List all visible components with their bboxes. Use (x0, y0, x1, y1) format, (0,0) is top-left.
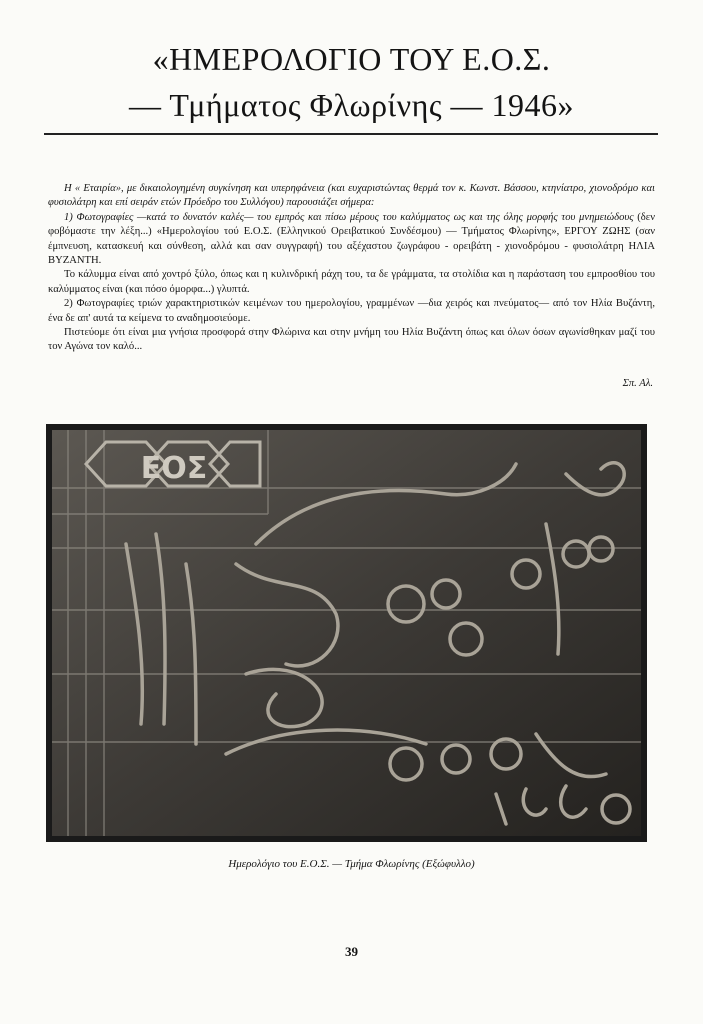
page-title (40, 36, 663, 128)
article-body (48, 182, 655, 355)
carved-cover-illustration (46, 424, 647, 842)
eos-letters: ΕΟΣ (140, 451, 208, 486)
title-line-1: «ΗΜΕΡΟΛΟΓΙΟ ΤΟΥ Ε.Ο.Σ. (152, 41, 551, 77)
paragraph-photos-texts: 2) Φωτογραφίες τριών χαρακτηριστικών κειμένων του ημερολογίου, γραμμένων —δια χειρός και πνεύματος— από τον Ηλία Βυζάντη, ένα δε απ' αυτά τα κείμενα το αναδημοσιεύομε. (48, 298, 655, 324)
author-signature: Σπ. Αλ. (622, 378, 653, 389)
paragraph-photos-cover (48, 211, 655, 269)
cover-photo (46, 424, 647, 842)
paragraph-cover-material-text: Το κάλυμμα είναι από χοντρό ξύλο, όπως και η κυλινδρική ράχη του, τα δε γράμματα, τα στολίδια και η παράσταση του εμπροσθίου του καλύμματος είναι (και πόσο όμορφα...) γλυπτά. (48, 269, 655, 295)
page-number: 39 (345, 944, 358, 959)
paragraph-cover-material (48, 268, 655, 297)
photo-caption: Ημερολόγιο του Ε.Ο.Σ. — Τμήμα Φλωρίνης (Εξώφυλλο) (228, 858, 475, 870)
paragraph-photos-cover-italic: 1) Φωτογραφίες —κατά το δυνατόν καλές— του εμπρός και πίσω μέρους του καλύμματος ως και της όλης μορφής του μνημειώδους (64, 211, 634, 223)
title-line-2: — Τμήματος Φλωρίνης — 1946» (128, 87, 575, 123)
paragraph-intro: Η « Εταιρία», με δικαιολογημένη συγκίνηση και υπερηφάνεια (και ευχαριστώντας θερμά τον κ. Κωνστ. Βάσσου, κτηνίατρο, χιονοδρόμο και φυσιολάτρη και επί σειράν ετών Πρόεδρο του Συλλόγου) παρουσιάζει σήμερα: (48, 183, 655, 209)
paragraph-photos-cover-rest: (δεν φοβόμαστε την λέξη...) «Ημερολογίου τού Ε.Ο.Σ. (Ελληνικού Ορειβατικού Συνδέσμου) — Τμήματος Φλωρίνης», ΕΡΓΟΥ ΖΩΗΣ (σαν έμπνευση, κατασκευή και σύνθεση, αλλά και σαν συγγραφή) του αξέχαστου ζωγράφου - ορειβάτη - χιονοδρόμου - φυσιολάτρη ΗΛΙΑ ΒΥΖΑΝΤΗ. (48, 211, 655, 267)
paragraph-closing: Πιστεύομε ότι είναι μια γνήσια προσφορά στην Φλώρινα και στην μνήμη του Ηλία Βυζάντη όπως και όλων όσων αγωνίσθηκαν μαζί του τον Αγώνα τον καλό... (48, 327, 655, 353)
title-divider (44, 133, 658, 135)
